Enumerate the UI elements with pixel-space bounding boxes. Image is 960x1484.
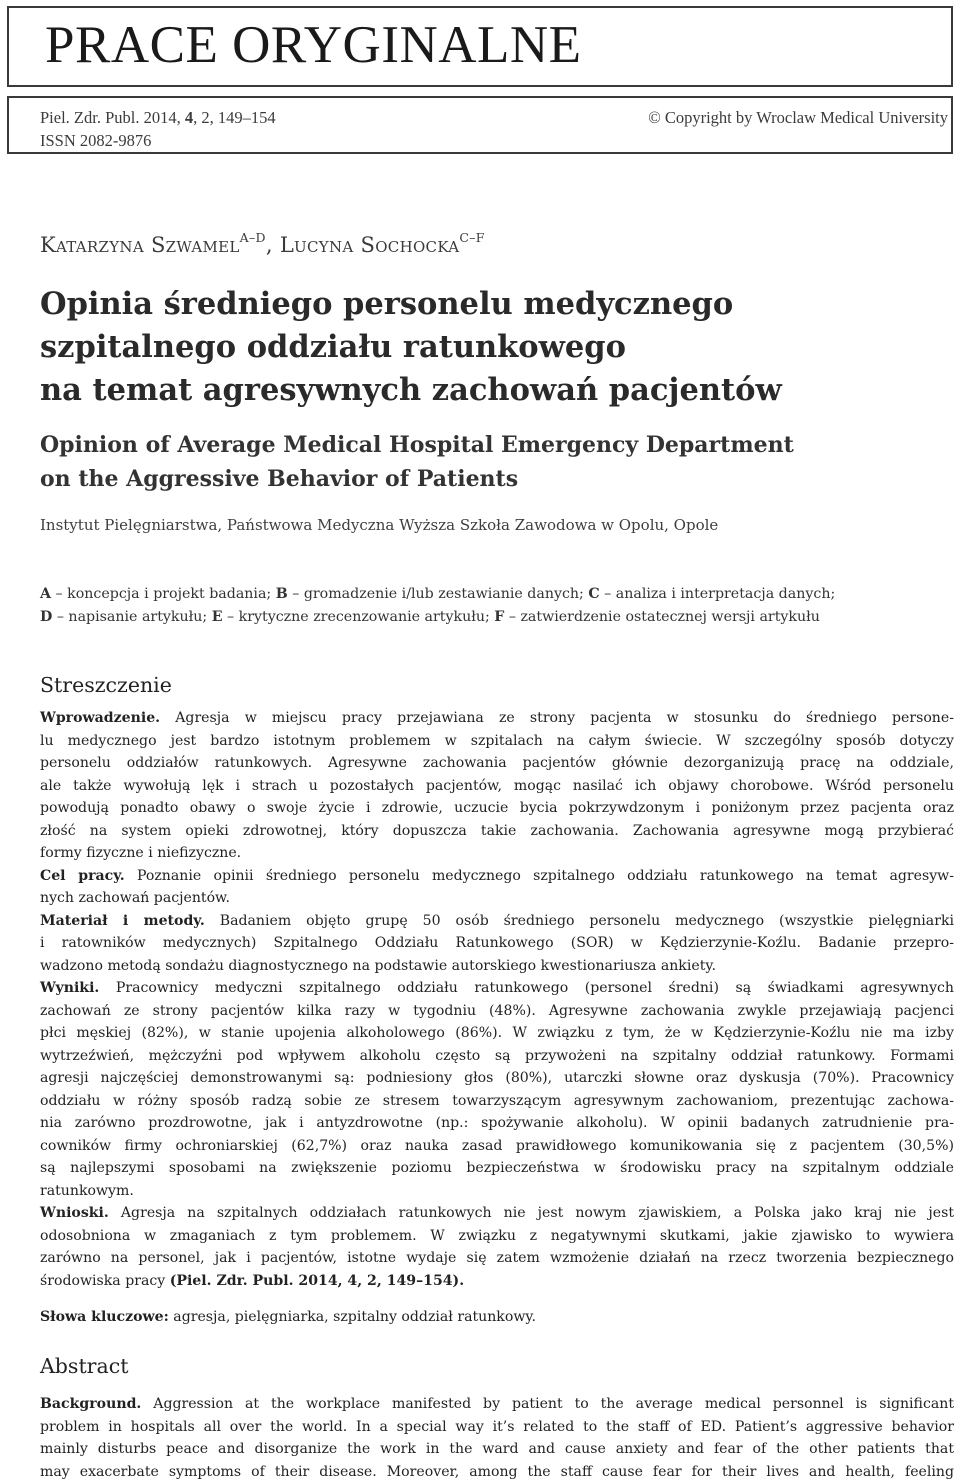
affiliation: Instytut Pielęgniarstwa, Państwowa Medyczna Wyższa Szkoła Zawodowa w Opolu, Opole [40, 516, 719, 534]
section-label: Background. [40, 1396, 142, 1412]
citation-volume: 4 [184, 108, 194, 127]
contribution-letter: F [494, 609, 505, 625]
author-separator: , [265, 233, 280, 257]
contribution-text: – napisanie artykułu; [52, 609, 212, 625]
citation-suffix: , 2, 149–154 [193, 108, 276, 127]
contribution-letter: E [211, 609, 223, 625]
text-line: ratunkowym. [40, 1182, 134, 1199]
keywords-label: Słowa kluczowe: [40, 1309, 169, 1325]
text-span: Agresja na szpitalnych oddziałach ratunkowych nie jest nowym zjawiskiem, a Polska jako kraj nie jest [108, 1205, 954, 1221]
citation-prefix: Piel. Zdr. Publ. 2014, [40, 108, 185, 127]
citation-reference: (Piel. Zdr. Publ. 2014, 4, 2, 149–154). [169, 1272, 465, 1289]
title-line: Opinia średniego personelu medycznego [40, 286, 734, 322]
text-line: są najlepszymi sposobami na zwiększenie poziomu bezpieczeństwa w środowisku pracy na szpitalnym oddziale [40, 1160, 954, 1176]
text-line [40, 1270, 954, 1293]
issn: ISSN 2082-9876 [40, 131, 152, 150]
text-line: odosobniona w zmaganiach z tym problemem. W związku z negatywnymi skutkami, jakie zjawisko to wywiera [40, 1227, 954, 1244]
text-line: złość na system opieki zdrowotnej, który dopuszcza takie zachowania. Zachowania agresywne mogą przybierać [40, 822, 954, 839]
journal-section-title: PRACE ORYGINALNE [45, 16, 582, 74]
author-contributions [40, 583, 940, 629]
text-span: Agresja w miejscu pracy przejawiana ze strony pacjenta w stosunku do średniego persone- [160, 710, 954, 726]
text-line [40, 1393, 954, 1416]
contributions-line [40, 583, 940, 606]
text-line: lu medycznego jest bardzo istotnym problemem w szpitalach na całym świecie. W szczególny sposób dotyczy [40, 732, 954, 749]
streszczenie-body [40, 707, 954, 1292]
contribution-letter: A [40, 586, 52, 602]
author-name: Lucyna Sochocka [279, 233, 460, 257]
contribution-text: – analiza i interpretacja danych; [599, 586, 836, 602]
title-line: na temat agresywnych zachowań pacjentów [40, 372, 782, 408]
abstract-body [40, 1393, 954, 1483]
text-line: wadzono metodą sondażu diagnostycznego na podstawie autorskiego kwestionariusza ankiety. [40, 957, 716, 974]
section-label: Materiał i metody. [40, 912, 205, 929]
text-line: zachowań ze strony pacjentów kilka razy w tygodniu (48%). Agresywne zachowania zwykle przejawiają pacjenci [40, 1002, 954, 1019]
copyright-notice: © Copyright by Wroclaw Medical University [648, 108, 948, 127]
streszczenie-heading: Streszczenie [40, 673, 172, 697]
contribution-text: – zatwierdzenie ostatecznej wersji artykułu [504, 609, 820, 625]
text-line: wytrzeźwień, mężczyźni pod wpływem alkoholu często są przywożeni na szpitalny oddział ratunkowy. Formami [40, 1047, 954, 1064]
text-line: agresji najczęściej demonstrowanymi są: podniesiony głos (80%), utarczki słowne oraz dyskusja (70%). Pracownicy [40, 1070, 954, 1086]
text-line: cowników firmy ochroniarskiej (62,7%) oraz nauka zasad prawidłowego komunikowania się z pacjentem (30,5%) [40, 1137, 954, 1154]
keywords-list: agresja, pielęgniarka, szpitalny oddział ratunkowy. [168, 1309, 536, 1325]
text-line: i ratowników medycznych) Szpitalnego Oddziału Ratunkowego (SOR) w Kędzierzynie-Koźlu. Badanie przepro- [40, 935, 954, 951]
author-list [40, 232, 485, 257]
abstract-heading: Abstract [40, 1354, 129, 1378]
text-span: środowiska pracy [40, 1272, 170, 1289]
contribution-text: – koncepcja i projekt badania; [51, 586, 276, 602]
section-label: Cel pracy. [40, 867, 125, 884]
contribution-text: – krytyczne zrecenzowanie artykułu; [222, 609, 495, 625]
text-line [40, 1202, 954, 1225]
contribution-letter: B [275, 586, 288, 602]
journal-citation [40, 108, 276, 128]
keywords [40, 1309, 536, 1325]
article-title-polish [40, 283, 940, 412]
text-line: nych zachowań pacjentów. [40, 890, 230, 906]
text-line: personelu oddziałów ratunkowych. Agresywne zachowania pacjentów głównie dezorganizują pracę na oddziale, [40, 755, 954, 771]
title-line: szpitalnego oddziału ratunkowego [40, 329, 626, 365]
article-title-english [40, 428, 940, 496]
text-line: zarówno na personel, jak i pacjentów, istotne wydaje się zatem wzmożenie działań na rzecz tworzenia bezpiecznego [40, 1250, 954, 1266]
author-roles: A–D [239, 230, 266, 245]
text-span: Badaniem objęto grupę 50 osób średniego personelu medycznego (wszystkie pielęgniarki [204, 912, 954, 929]
author-name: Katarzyna Szwamel [40, 233, 240, 257]
contribution-letter: C [588, 586, 600, 602]
text-line [40, 910, 954, 933]
text-line [40, 865, 954, 888]
text-line: ale także wywołują lęk i strach u pozostałych pacjentów, mogąc nasilać ich objawy chorobowe. Wśród personelu [40, 777, 954, 794]
section-label: Wnioski. [40, 1205, 109, 1221]
section-label: Wyniki. [40, 980, 100, 996]
text-span: Poznanie opinii średniego personelu medycznego szpitalnego oddziału ratunkowego na temat agresyw- [124, 867, 954, 884]
contribution-text: – gromadzenie i/lub zestawianie danych; [287, 586, 589, 602]
text-line: problem in hospitals all over the world. In a special way it’s related to the staff of ED. Patient’s aggressive behavior [40, 1418, 954, 1435]
text-line: formy fizyczne i niefizyczne. [40, 845, 242, 861]
title-line: Opinion of Average Medical Hospital Emergency Department [40, 432, 794, 458]
section-label: Wprowadzenie. [40, 710, 161, 726]
text-line: nia zarówno prozdrowotne, jak i antyzdrowotne (np.: spożywanie alkoholu). W opinii badanych zatrudnienie pra- [40, 1115, 954, 1131]
contribution-letter: D [40, 609, 53, 625]
text-line [40, 707, 954, 730]
text-span: Aggression at the workplace manifested by patient to the average medical personnel is significant [141, 1396, 954, 1412]
text-line: oddziału w różny sposób radzą sobie ze stresem towarzyszącym agresywnym zachowaniom, prezentując zachowa- [40, 1092, 954, 1109]
author-roles: C–F [459, 230, 485, 245]
contributions-line [40, 606, 940, 629]
text-span: Pracownicy medyczni szpitalnego oddziału ratunkowego (personel średni) są świadkami agresywnych [99, 980, 954, 996]
text-line: mainly disturbs peace and disorganize the work in the ward and cause anxiety and fear of the other patients that [40, 1441, 954, 1457]
text-line: may exacerbate symptoms of their disease. Moreover, among the staff cause fear for their lives and health, feeling [40, 1463, 954, 1480]
text-line: powodują ponadto obawy o swoje życie i zdrowie, uczucie bycia pokrzywdzonym i poniżonym przez pacjenta oraz [40, 800, 954, 816]
title-line: on the Aggressive Behavior of Patients [40, 466, 519, 492]
text-line: płci męskiej (82%), w stanie upojenia alkoholowego (86%). W związku z tym, że w Kędzierzynie-Koźlu nie ma izby [40, 1025, 954, 1041]
text-line [40, 977, 954, 1000]
